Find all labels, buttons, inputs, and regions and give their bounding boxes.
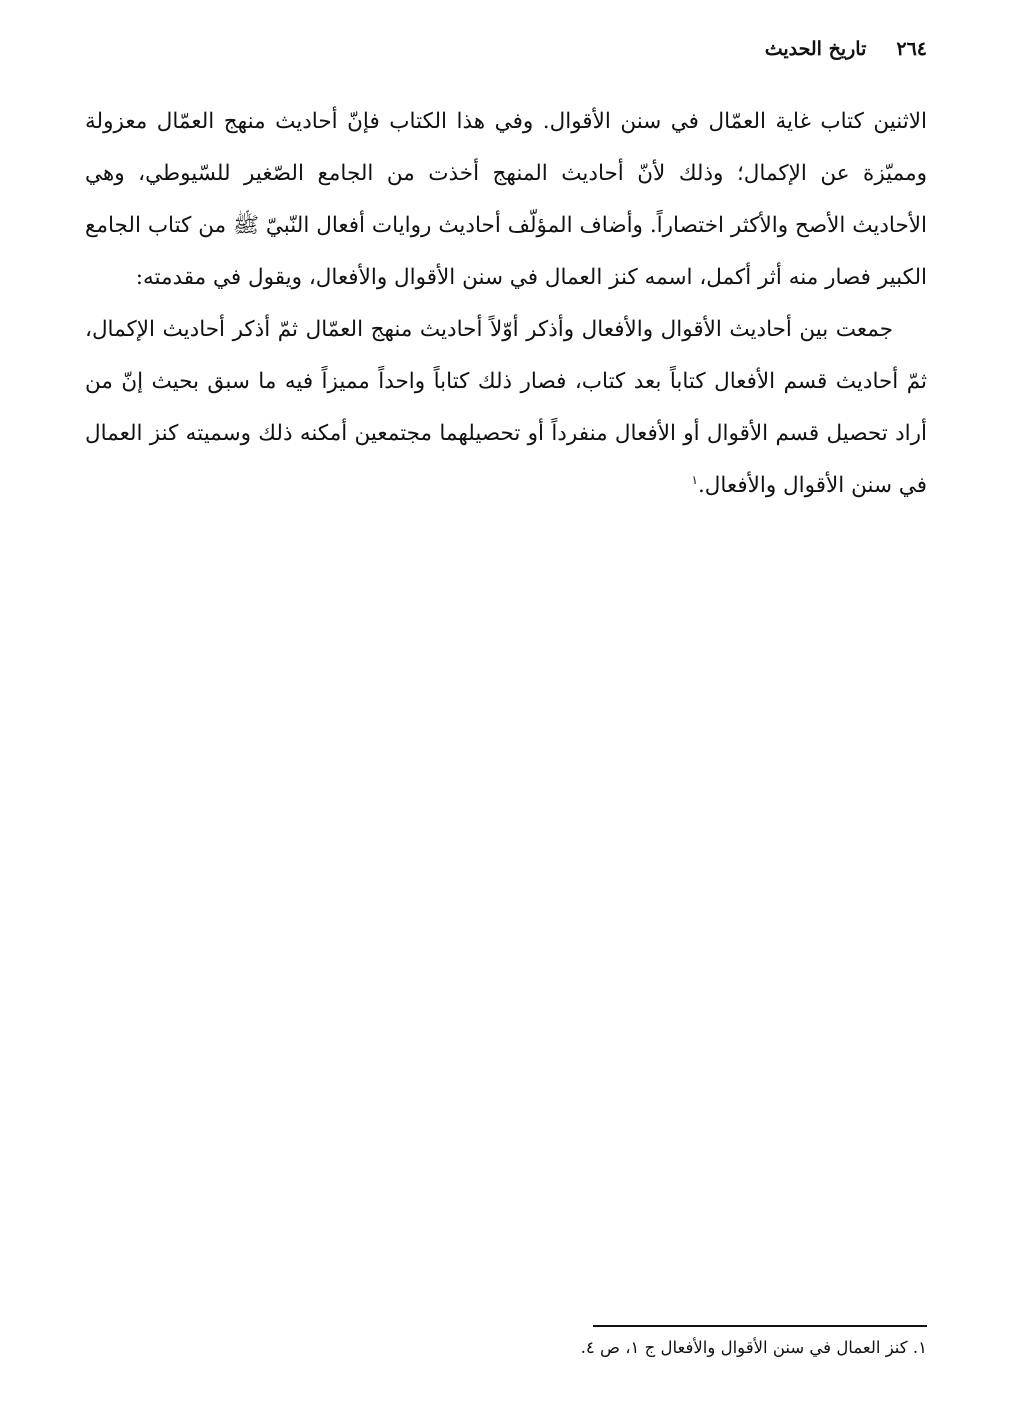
main-text: [85, 96, 927, 512]
paragraph-1: الاثنين كتاب غاية العمّال في سنن الأقوال. وفي هذا الكتاب فإنّ أحاديث منهج العمّال معزولة ومميّزة عن الإكمال؛ وذلك لأنّ أحاديث المنهج أخذت من الجامع الصّغير للسّيوطي، وهي الأحاديث الأصح والأكثر اختصاراً. وأضاف المؤلّف أحاديث روايات أفعال النّبيّ ﷺ من كتاب الجامع الكبير فصار منه أثر أكمل، اسمه كنز العمال في سنن الأقوال والأفعال، ويقول في مقدمته:: [85, 109, 927, 290]
footnote-marker: ١: [691, 472, 698, 487]
paragraph-2: [85, 304, 927, 512]
page-number: ٢٦٤: [896, 38, 927, 60]
footnote-separator: [593, 1325, 927, 1327]
paragraph-2-text: جمعت بين أحاديث الأقوال والأفعال وأذكر أوّلاً أحاديث منهج العمّال ثمّ أذكر أحاديث الإكمال، ثمّ أحاديث قسم الأفعال كتاباً بعد كتاب، فصار ذلك كتاباً واحداً مميزاً فيه ما سبق بحيث إنّ من أراد تحصيل قسم الأقوال أو الأفعال منفرداً أو تحصيلهما مجتمعين أمكنه ذلك وسميته كنز العمال في سنن الأقوال والأفعال.: [85, 317, 927, 498]
page-header: [765, 38, 927, 60]
footnote: ١. كنز العمال في سنن الأقوال والأفعال ج ١، ص ٤.: [580, 1338, 927, 1357]
running-title: تاريخ الحديث: [764, 38, 867, 60]
